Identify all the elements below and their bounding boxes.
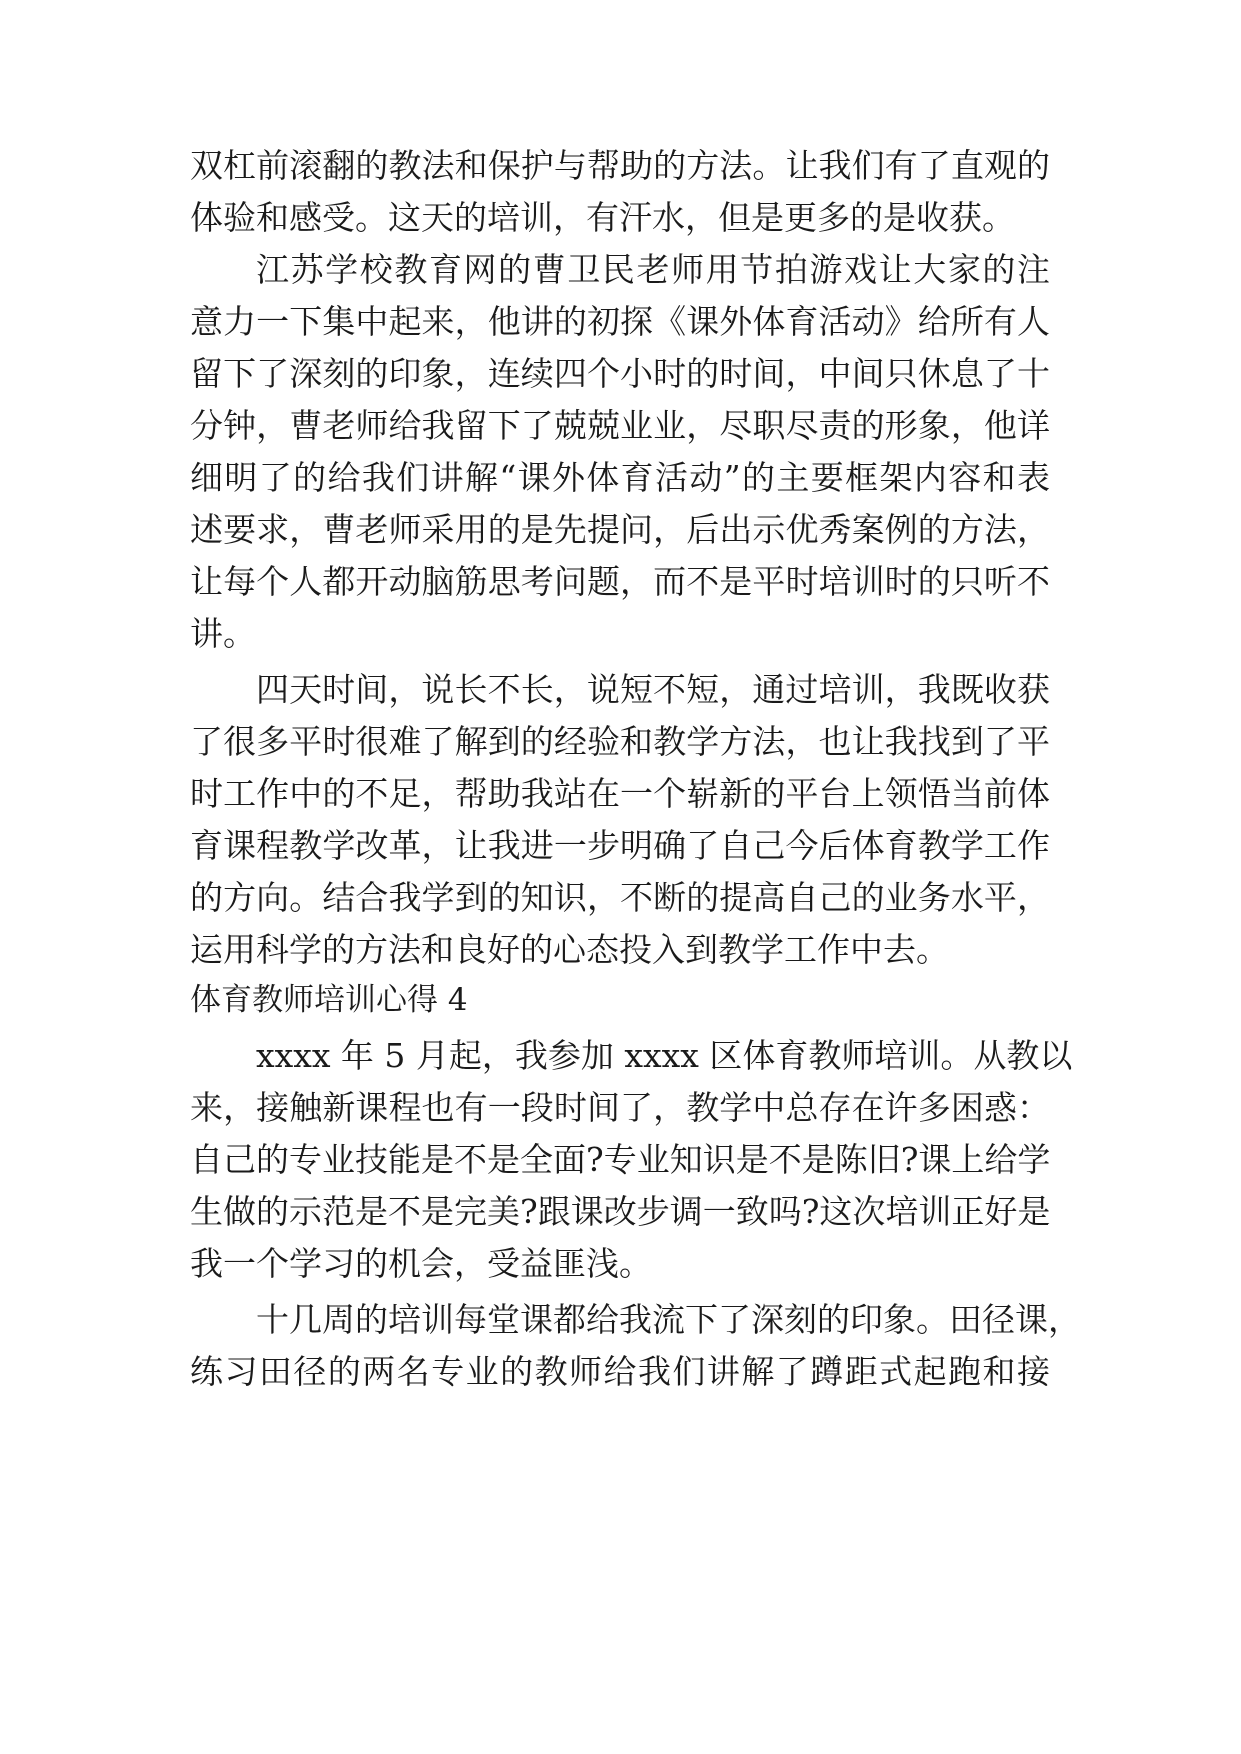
text-line: 时工作中的不足，帮助我站在一个崭新的平台上领悟当前体 [190, 774, 1050, 813]
text-line: 意力一下集中起来，他讲的初探《课外体育活动》给所有人 [190, 302, 1050, 341]
text-line: 让每个人都开动脑筋思考问题，而不是平时培训时的只听不 [190, 562, 1050, 601]
section-heading: 体育教师培训心得 4 [190, 982, 468, 1018]
text-line: 运用科学的方法和良好的心态投入到教学工作中去。 [190, 930, 949, 969]
text-line: 练习田径的两名专业的教师给我们讲解了蹲距式起跑和接 [190, 1352, 1050, 1391]
text-line: 育课程教学改革，让我进一步明确了自己今后体育教学工作 [190, 826, 1050, 865]
text-line: 自己的专业技能是不是全面?专业知识是不是陈旧?课上给学 [190, 1140, 1051, 1179]
text-line: 江苏学校教育网的曹卫民老师用节拍游戏让大家的注 [256, 250, 1050, 289]
text-line: 四天时间，说长不长，说短不短，通过培训，我既收获 [256, 670, 1050, 709]
text-line: 体验和感受。这天的培训，有汗水，但是更多的是收获。 [190, 198, 1015, 237]
text-line: 讲。 [190, 614, 256, 653]
text-line: xxxx 年 5 月起，我参加 xxxx 区体育教师培训。从教以 [256, 1036, 1073, 1075]
text-line: 分钟，曹老师给我留下了兢兢业业，尽职尽责的形象，他详 [190, 406, 1050, 445]
text-line: 我一个学习的机会，受益匪浅。 [190, 1244, 652, 1283]
text-line: 细明了的给我们讲解“课外体育活动”的主要框架内容和表 [190, 458, 1050, 497]
text-line: 了很多平时很难了解到的经验和教学方法，也让我找到了平 [190, 722, 1050, 761]
text-line: 十几周的培训每堂课都给我流下了深刻的印象。田径课， [256, 1300, 1081, 1339]
text-line: 生做的示范是不是完美?跟课改步调一致吗?这次培训正好是 [190, 1192, 1051, 1231]
text-line: 双杠前滚翻的教法和保护与帮助的方法。让我们有了直观的 [190, 146, 1050, 185]
text-line: 述要求，曹老师采用的是先提问，后出示优秀案例的方法， [190, 510, 1050, 549]
text-line: 留下了深刻的印象，连续四个小时的时间，中间只休息了十 [190, 354, 1050, 393]
text-line: 来，接触新课程也有一段时间了，教学中总存在许多困惑： [190, 1088, 1050, 1127]
text-line: 的方向。结合我学到的知识，不断的提高自己的业务水平， [190, 878, 1050, 917]
